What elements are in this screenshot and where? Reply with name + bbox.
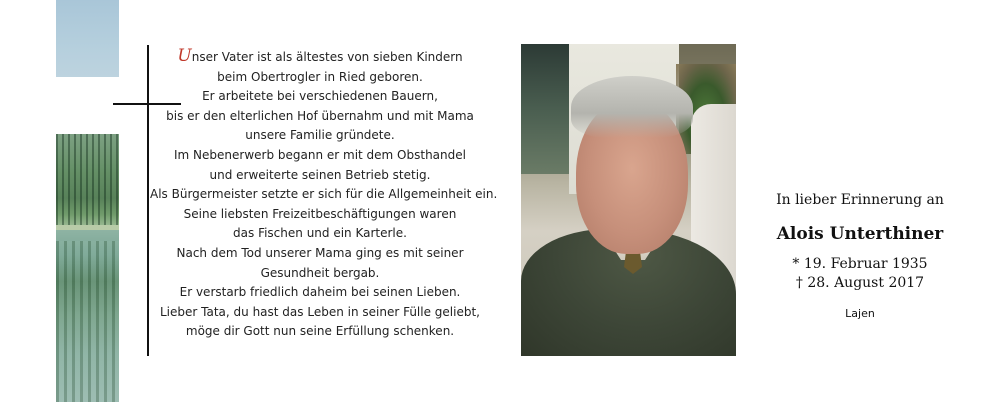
birth-date: * 19. Februar 1935 bbox=[792, 256, 928, 272]
sky-photo-strip bbox=[56, 0, 119, 77]
biography-line: Lieber Tata, du hast das Leben in seiner Fülle geliebt, bbox=[160, 304, 480, 319]
memorial-block bbox=[740, 190, 980, 321]
biography-line: Im Nebenerwerb begann er mit dem Obsthandel bbox=[174, 147, 466, 162]
biography-line: Als Bürgermeister setzte er sich für die Allgemeinheit ein. bbox=[150, 187, 498, 202]
biography-line: beim Obertrogler in Ried geboren. bbox=[217, 69, 423, 84]
forest-reflection bbox=[56, 134, 119, 230]
portrait-photo bbox=[521, 44, 736, 356]
biography-line: Seine liebsten Freizeitbeschäftigungen waren bbox=[183, 206, 457, 221]
biography-line: Er arbeitete bei verschiedenen Bauern, bbox=[202, 89, 438, 104]
biography-line: Gesundheit bergab. bbox=[260, 265, 380, 280]
water-reflection bbox=[56, 241, 119, 402]
memorial-intro: In lieber Erinnerung an bbox=[776, 192, 944, 208]
lake-shore bbox=[56, 225, 119, 230]
biography-line: unsere Familie gründete. bbox=[245, 128, 395, 143]
biography-line: bis er den elterlichen Hof übernahm und mit Mama bbox=[166, 108, 474, 123]
life-dates bbox=[740, 255, 980, 293]
biography-line: möge dir Gott nun seine Erfüllung schenken. bbox=[185, 324, 455, 339]
biography-first-line bbox=[150, 48, 490, 68]
window-background bbox=[521, 44, 576, 174]
biography-line: und erweiterte seinen Betrieb stetig. bbox=[209, 167, 431, 182]
biography-first-line-rest: nser Vater ist als ältestes von sieben Kindern bbox=[191, 50, 463, 64]
cross-vertical-bar bbox=[147, 45, 149, 356]
home-place: Lajen bbox=[845, 307, 875, 320]
deceased-name: Alois Unterthiner bbox=[776, 224, 944, 244]
biography-line: das Fischen und ein Karterle. bbox=[233, 226, 407, 241]
biography-text bbox=[150, 46, 498, 342]
death-date: † 28. August 2017 bbox=[795, 275, 925, 291]
biography-line: Er verstarb friedlich daheim bei seinen Lieben. bbox=[179, 285, 461, 300]
biography-line: Nach dem Tod unserer Mama ging es mit seiner bbox=[176, 245, 464, 260]
decorative-initial: U bbox=[177, 46, 192, 66]
lake-photo-strip bbox=[56, 134, 119, 402]
hair bbox=[571, 76, 693, 138]
